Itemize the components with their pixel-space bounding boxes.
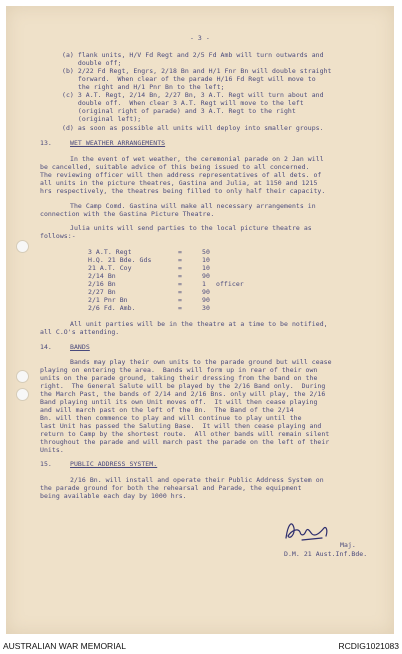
section-13-number: 13. — [40, 139, 52, 147]
party-unit: 21 A.T. Coy — [88, 264, 132, 272]
sec13-para1-line: be cancelled, suitable advice of this being issued to all concerned. — [40, 163, 310, 171]
sec14-line: Bn. will then commence to play and will continue to play until the — [40, 414, 302, 422]
list-line: double off. When clear 3 A.T. Regt will move to the left — [62, 99, 304, 107]
party-num: 10 — [202, 256, 210, 264]
list-line: forward. When clear of the parade H/16 Fd Regt will move to — [62, 75, 316, 83]
party-num: 30 — [202, 304, 210, 312]
party-num: 1 — [202, 280, 206, 288]
section-13-heading: WET WEATHER ARRANGEMENTS — [70, 139, 166, 147]
sec14-line: Units. — [40, 446, 64, 454]
signature-appointment: D.M. 21 Aust.Inf.Bde. — [284, 550, 368, 558]
party-eq: = — [178, 248, 182, 256]
party-num: 50 — [202, 248, 210, 256]
sec13-para2-line: connection with the Gastina Picture Theatre. — [40, 210, 215, 218]
sec14-line: playing on entering the area. Bands will form up in rear of their own — [40, 366, 318, 374]
sec13-para1-line: all units in the picture theatres, Gastina and Julia, at 1150 and 1215 — [40, 179, 318, 187]
signature-rank: Maj. — [340, 541, 356, 549]
section-14-heading: BANDS — [70, 343, 90, 351]
sec14-line: right. The General Salute will be played by the 2/16 Band only. During — [40, 382, 326, 390]
sec13-para2-line: The Camp Comd. Gastina will make all necessary arrangements in — [70, 202, 316, 210]
sec13-para3-line: follows:- — [40, 232, 76, 240]
section-15-heading: PUBLIC ADDRESS SYSTEM. — [70, 460, 158, 468]
party-num: 90 — [202, 288, 210, 296]
sec13-para1-line: The reviewing officer will then address representatives of all dets. of — [40, 171, 322, 179]
party-eq: = — [178, 272, 182, 280]
list-line: double off; — [62, 59, 122, 67]
sec13-para4-line: all C.O's attending. — [40, 328, 120, 336]
party-unit: 3 A.T. Regt — [88, 248, 132, 256]
list-line: (c) 3 A.T. Regt, 2/14 Bn, 2/27 Bn, 3 A.T. Regt will turn about and — [62, 91, 324, 99]
sec13-para3-line: Julia units will send parties to the local picture theatre as — [70, 224, 312, 232]
party-unit: 2/6 Fd. Amb. — [88, 304, 136, 312]
sec13-para1-line: In the event of wet weather, the ceremonial parade on 2 Jan will — [70, 155, 324, 163]
sec15-line: the parade ground for both the rehearsal and Parade, the equipment — [40, 484, 302, 492]
list-line: the right and H/1 Pnr Bn to the left; — [62, 83, 225, 91]
party-eq: = — [178, 256, 182, 264]
sec14-line: Bands may play their own units to the parade ground but will cease — [70, 358, 332, 366]
sec15-line: 2/16 Bn. will install and operate their Public Address System on — [70, 476, 324, 484]
party-unit: 2/16 Bn — [88, 280, 116, 288]
party-eq: = — [178, 264, 182, 272]
party-unit: 2/27 Bn — [88, 288, 116, 296]
party-unit: H.Q. 21 Bde. Gds — [88, 256, 152, 264]
footer-left-label: AUSTRALIAN WAR MEMORIAL — [3, 641, 126, 651]
sec14-line: last Unit has passed the Saluting Base. It will then cease playing and — [40, 422, 322, 430]
archive-footer — [0, 636, 402, 654]
sec13-para4-line: All unit parties will be in the theatre at a time to be notified, — [70, 320, 328, 328]
party-unit: 2/1 Pnr Bn — [88, 296, 128, 304]
party-num: 90 — [202, 296, 210, 304]
punch-hole-3 — [16, 388, 29, 401]
punch-hole-1 — [16, 240, 29, 253]
sec14-line: units on the parade ground, taking their dressing from the band on the — [40, 374, 318, 382]
party-note: officer — [216, 280, 244, 288]
sec14-line: Band playing until its own Unit moves off. It will then cease playing — [40, 398, 318, 406]
list-line: (original right of parade) and 3 A.T. Regt to the right — [62, 107, 296, 115]
section-14-number: 14. — [40, 343, 52, 351]
footer-right-label: RCDIG1021083 — [338, 641, 399, 651]
party-unit: 2/14 Bn — [88, 272, 116, 280]
sec15-line: being available each day by 1000 hrs. — [40, 492, 187, 500]
list-line: (original left); — [62, 115, 142, 123]
party-num: 10 — [202, 264, 210, 272]
sec14-line: return to Camp by the shortest route. All other bands will remain silent — [40, 430, 330, 438]
sec14-line: the March Past, the bands of 2/14 and 2/16 Bns. only will play, the 2/16 — [40, 390, 326, 398]
party-num: 90 — [202, 272, 210, 280]
punch-hole-2 — [16, 370, 29, 383]
list-line: (d) as soon as possible all units will deploy into smaller groups. — [62, 124, 324, 132]
section-15-number: 15. — [40, 460, 52, 468]
list-line: (a) flank units, H/V Fd Regt and 2/5 Fd Amb will turn outwards and — [62, 51, 324, 59]
sec14-line: and will march past on the left of the Bn. The Band of the 2/14 — [40, 406, 294, 414]
party-eq: = — [178, 288, 182, 296]
sec14-line: throughout the parade and will march past the parade on the left of their — [40, 438, 330, 446]
signature-scrawl — [282, 518, 334, 546]
party-eq: = — [178, 296, 182, 304]
sec13-para1-line: hrs respectively, the theatres being filled to only half their capacity. — [40, 187, 326, 195]
list-line: (b) 2/22 Fd Regt, Engrs, 2/18 Bn and H/1 Fnr Bn will double straight — [62, 67, 332, 75]
party-eq: = — [178, 304, 182, 312]
page-number: - 3 - — [190, 34, 210, 42]
party-eq: = — [178, 280, 182, 288]
